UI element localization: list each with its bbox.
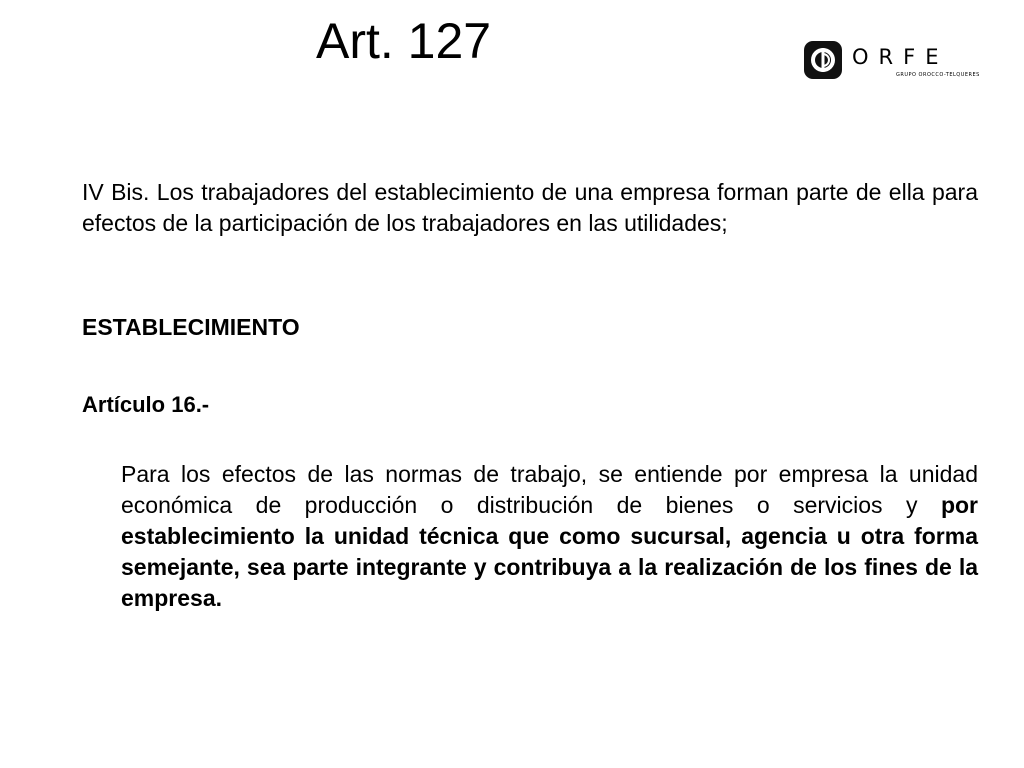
paragraph-article-16-bold: por establecimiento la unidad técnica que como sucursal, agencia u otra forma semejante, sea parte integrante y contribuya a la realización de los fines de la empresa. — [121, 492, 978, 611]
section-heading: ESTABLECIMIENTO — [82, 314, 300, 340]
paragraph-iv-bis: IV Bis. Los trabajadores del establecimiento de una empresa forman parte de ella para efectos de la participación de los trabajadores en las utilidades; — [82, 179, 978, 236]
article-label: Artículo 16.- — [82, 392, 210, 417]
paragraph-article-16-normal: Para los efectos de las normas de trabajo, se entiende por empresa la unidad económica de producción o distribución de bienes o servicios y — [121, 461, 978, 518]
logo-wordmark: ORFE — [852, 45, 949, 69]
orfe-logo — [804, 41, 984, 87]
logo-subtitle: GRUPO OROCCO-TELQUERES — [896, 72, 980, 78]
orfe-logo-icon — [804, 41, 842, 79]
slide-title: Art. 127 — [316, 13, 492, 69]
paragraph-article-16 — [121, 459, 978, 614]
